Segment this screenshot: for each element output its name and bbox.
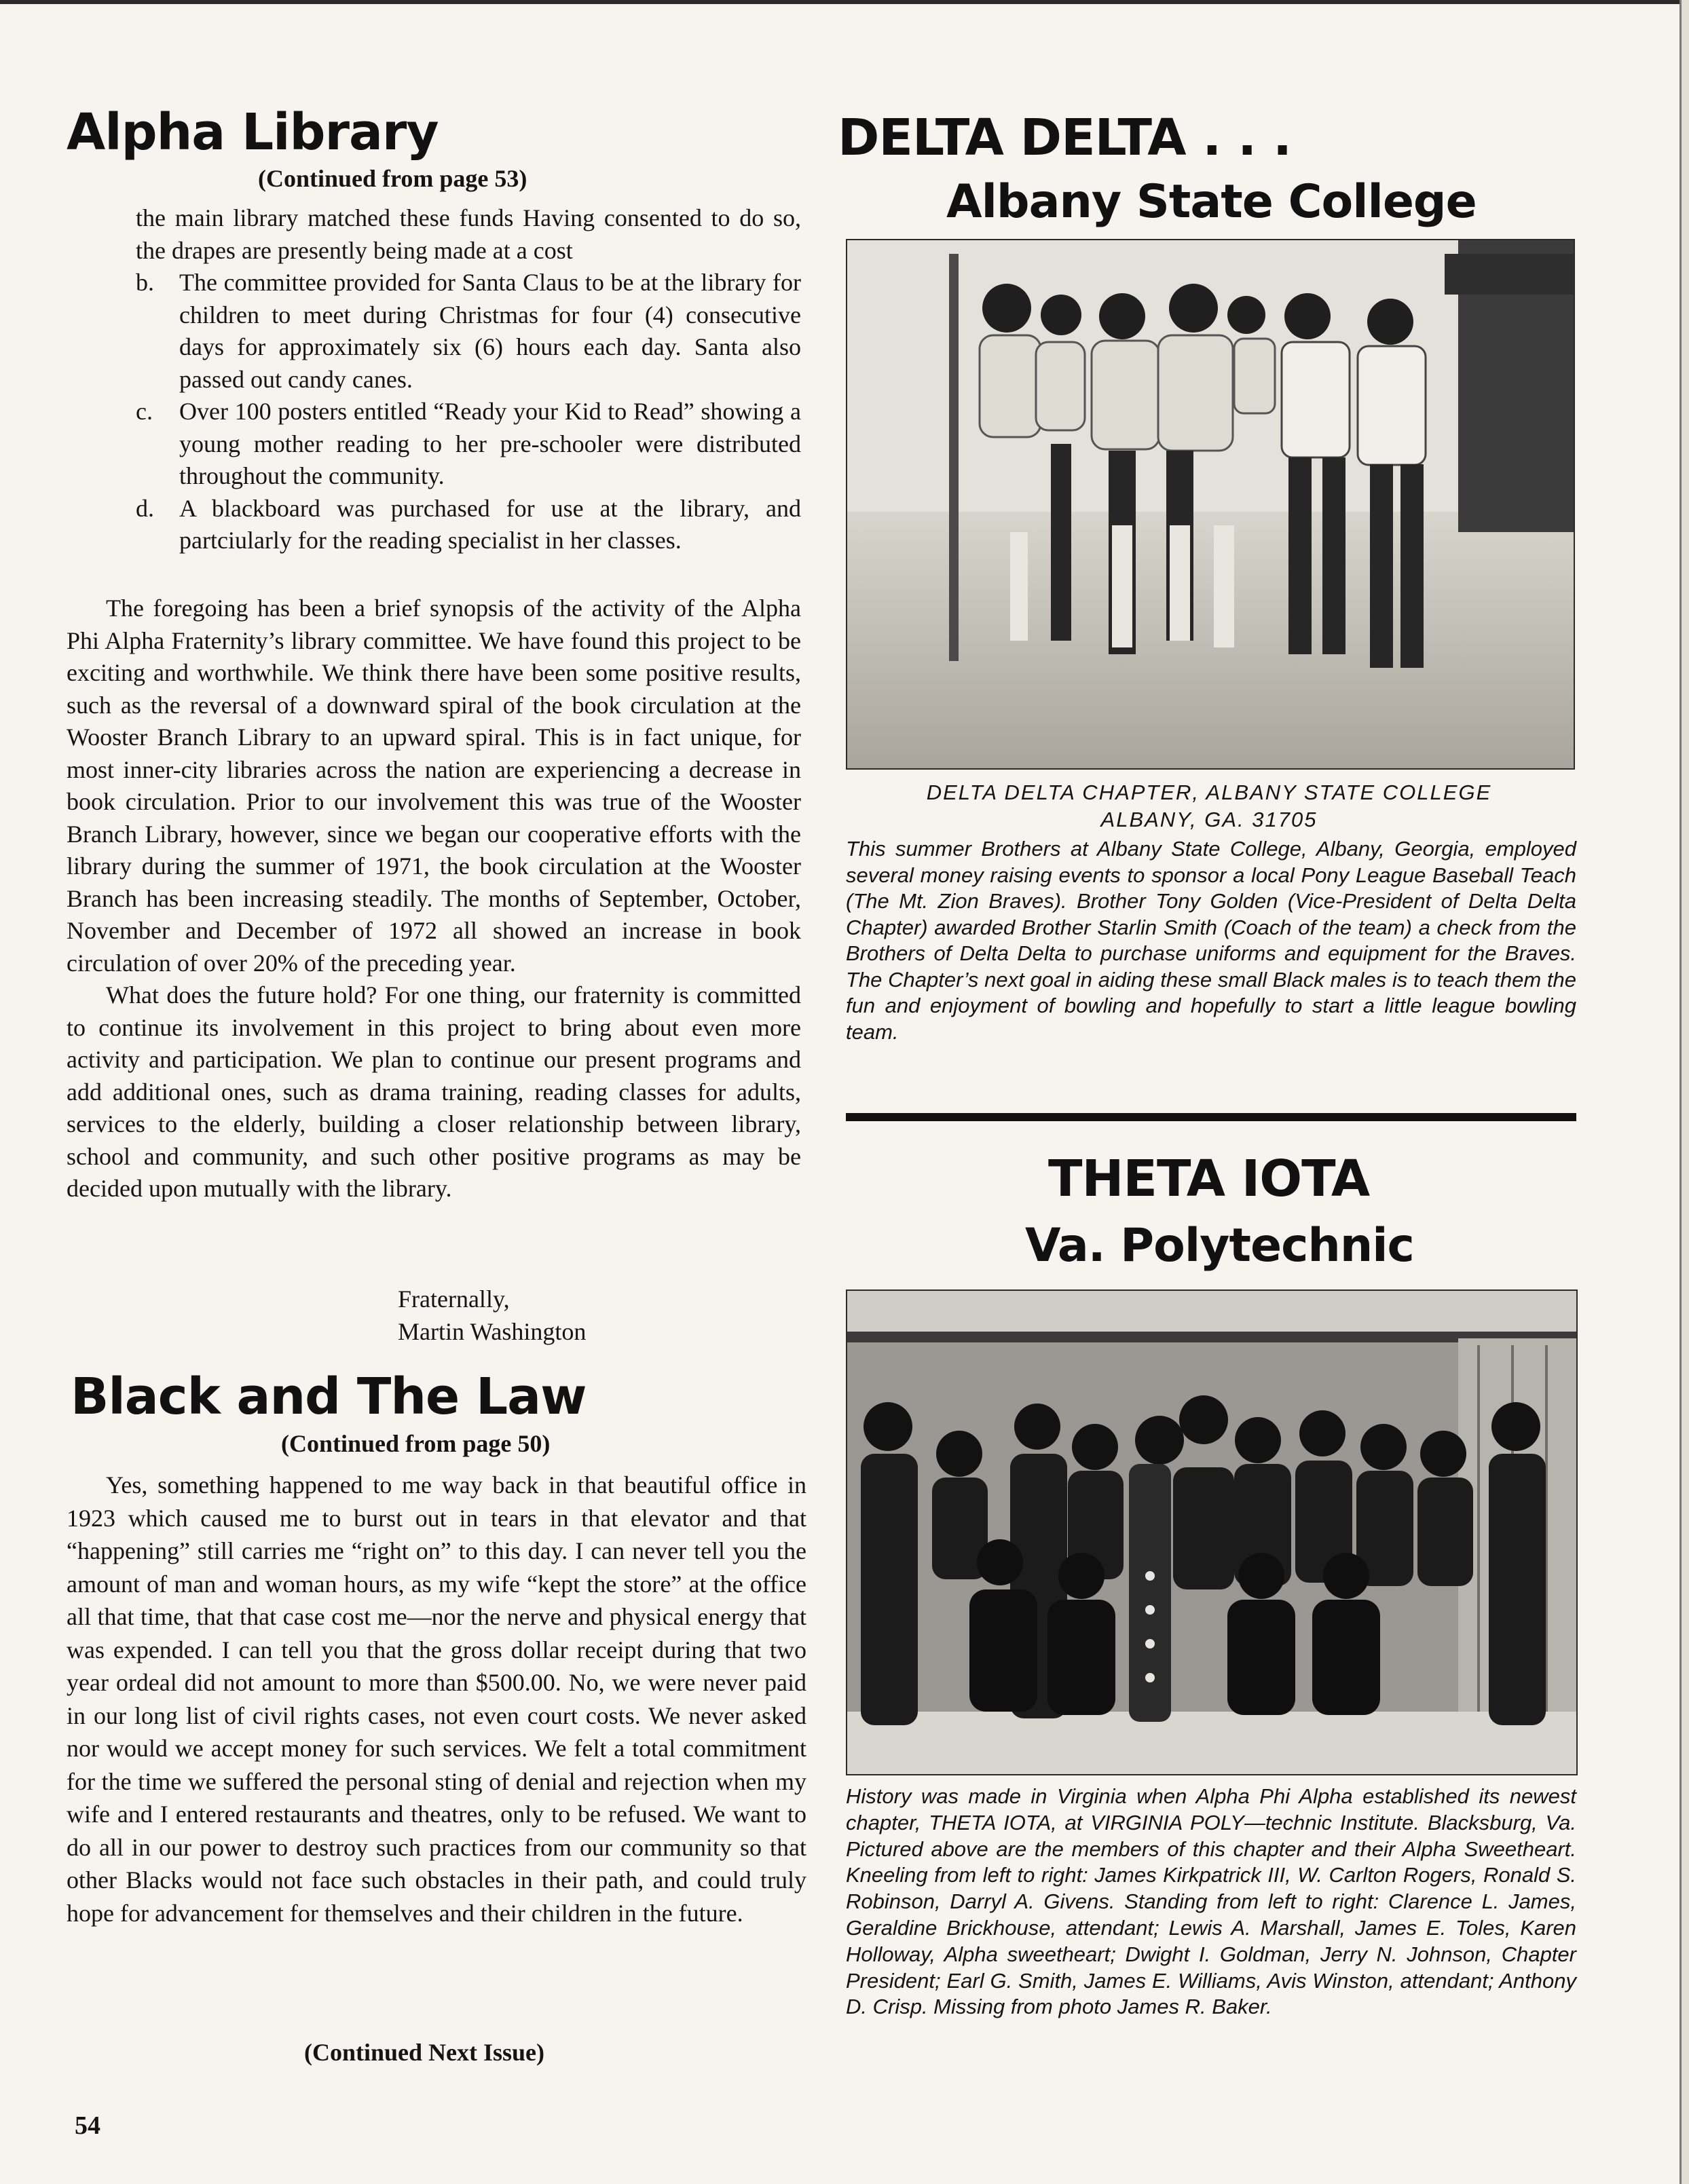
delta-delta-photo bbox=[846, 239, 1575, 770]
closing: Fraternally, bbox=[398, 1285, 510, 1313]
list-text: Over 100 posters entitled “Ready your Kid to Read” showing a young mother reading to her pre-schooler were distributed throughout the community. bbox=[179, 398, 801, 489]
top-border bbox=[0, 0, 1689, 4]
delta-delta-subtitle: Albany State College bbox=[946, 175, 1477, 229]
black-law-title: Black and The Law bbox=[71, 1368, 587, 1426]
black-law-body bbox=[67, 1469, 806, 1929]
theta-iota-photo bbox=[846, 1289, 1578, 1775]
delta-delta-title: DELTA DELTA . . . bbox=[838, 109, 1292, 167]
caption-head-line: DELTA DELTA CHAPTER, ALBANY STATE COLLEGE bbox=[926, 780, 1492, 804]
caption-head-line: ALBANY, GA. 31705 bbox=[1100, 808, 1318, 831]
theta-iota-subtitle: Va. Polytechnic bbox=[1025, 1219, 1414, 1273]
alpha-library-list bbox=[136, 267, 801, 557]
black-law-next: (Continued Next Issue) bbox=[304, 2039, 545, 2066]
page-number: 54 bbox=[75, 2111, 100, 2140]
paragraph: Yes, something happened to me way back in that beautiful office in 1923 which caused me to burst out in tears in that elevator and that “happening” still carries me “right on” to this day. I can never tell you the amount of man and woman hours, as my wife “kept the store” at the office all that time, that that case cost me—nor the nerve and physical energy that was expended. I can tell you that the gross dollar receipt during that two year ordeal did not amount to more than $500.00. No, we were never paid in our long list of civil rights cases, not even court costs. We never asked nor would we accept money for such services. We felt a total commitment for the time we suffered the personal sting of denial and rejection when my wife and I entered restaurants and theatres, only to be refused. We want to do all in our power to destroy such practices from our community so that other Blacks would not face such obstacles in their path, and could truly hope for advancement for themselves and their children in the future. bbox=[67, 1471, 806, 1927]
theta-iota-caption: History was made in Virginia when Alpha Phi Alpha established its newest chapter, THETA IOTA, at VIRGINIA POLY—technic Institute. Blacksburg, Va. Pictured above are the members of this chapter and their Alpha Sweetheart. Kneeling from left to right: James Kirkpatrick III, W. Carlton Rogers, Ronald S. Robinson, Darryl A. Givens. Standing from left to right: Clarence L. James, Geraldine Brickhouse, attendant; Lewis A. Marshall, James E. Toles, Karen Holloway, Alpha sweetheart; Dwight I. Goldman, Jerry N. Johnson, Chapter President; Earl G. Smith, James E. Williams, Avis Winston, attendant; Anthony D. Crisp. Missing from photo James R. Baker. bbox=[846, 1784, 1576, 2019]
chapter-photo-image bbox=[847, 1291, 1576, 1774]
section-divider bbox=[846, 1113, 1576, 1121]
alpha-library-continued: (Continued from page 53) bbox=[258, 165, 527, 192]
paragraph: What does the future hold? For one thing, our fraternity is committed to continue its involvement in this project to bring about even more activity and participation. We plan to continue our present programs and add additional ones, such as drama training, reading classes for adults, services to the elderly, building a closer relationship between library, school and community, and such other positive programs as may be decided upon mutually with the library. bbox=[67, 981, 801, 1202]
paragraph: The foregoing has been a brief synopsis of the activity of the Alpha Phi Alpha Fraternity’s library committee. We have found this project to be exciting and worthwhile. We think there have been some positive results, such as the reversal of a downward spiral of the book circulation at the Wooster Branch Library to an upward spiral. This is in fact unique, for most inner-city libraries across the nation are experiencing a decrease in book circulation. Prior to our involvement this was true of the Wooster Branch Library, however, since we began our cooperative efforts with the library during the summer of 1971, the book circulation at the Wooster Branch has been increasing steadily. The months of September, October, November and December of 1972 all showed an increase in book circulation of over 20% of the preceding year. bbox=[67, 595, 801, 977]
list-item bbox=[136, 396, 801, 493]
signoff bbox=[398, 1283, 586, 1348]
list-text: A blackboard was purchased for use at the library, and partciularly for the reading specialist in her classes. bbox=[179, 494, 801, 554]
black-law-continued: (Continued from page 50) bbox=[281, 1430, 551, 1457]
alpha-library-body bbox=[67, 592, 801, 1205]
list-item bbox=[136, 493, 801, 557]
alpha-library-title: Alpha Library bbox=[67, 103, 439, 162]
signature: Martin Washington bbox=[398, 1318, 587, 1345]
intro-text: the main library matched these funds Having consented to do so, the drapes are presently being made at a cost bbox=[136, 204, 801, 264]
delta-delta-caption-head bbox=[846, 779, 1572, 833]
list-marker: d. bbox=[136, 494, 154, 522]
list-text: The committee provided for Santa Claus to be at the library for children to meet during Christmas for four (4) consecutive days for approximately six (6) hours each day. Santa also passed out candy canes. bbox=[179, 269, 801, 393]
alpha-library-intro bbox=[136, 202, 801, 267]
theta-iota-title: THETA IOTA bbox=[1048, 1150, 1370, 1208]
right-page-edge bbox=[1679, 0, 1689, 2184]
list-item bbox=[136, 267, 801, 396]
delta-delta-caption: This summer Brothers at Albany State College, Albany, Georgia, employed several money raising events to sponsor a local Pony League Baseball Teach (The Mt. Zion Braves). Brother Tony Golden (Vice-President of Delta Delta Chapter) awarded Brother Starlin Smith (Coach of the team) a check from the Brothers of Delta Delta to purchase uniforms and equipment for the Braves. The Chapter’s next goal in aiding these small Black males is to teach them the fun and enjoyment of bowling and hopefully to start a little league bowling team. bbox=[846, 837, 1576, 1044]
team-photo-image bbox=[847, 240, 1574, 768]
list-marker: c. bbox=[136, 398, 153, 425]
list-marker: b. bbox=[136, 269, 154, 296]
